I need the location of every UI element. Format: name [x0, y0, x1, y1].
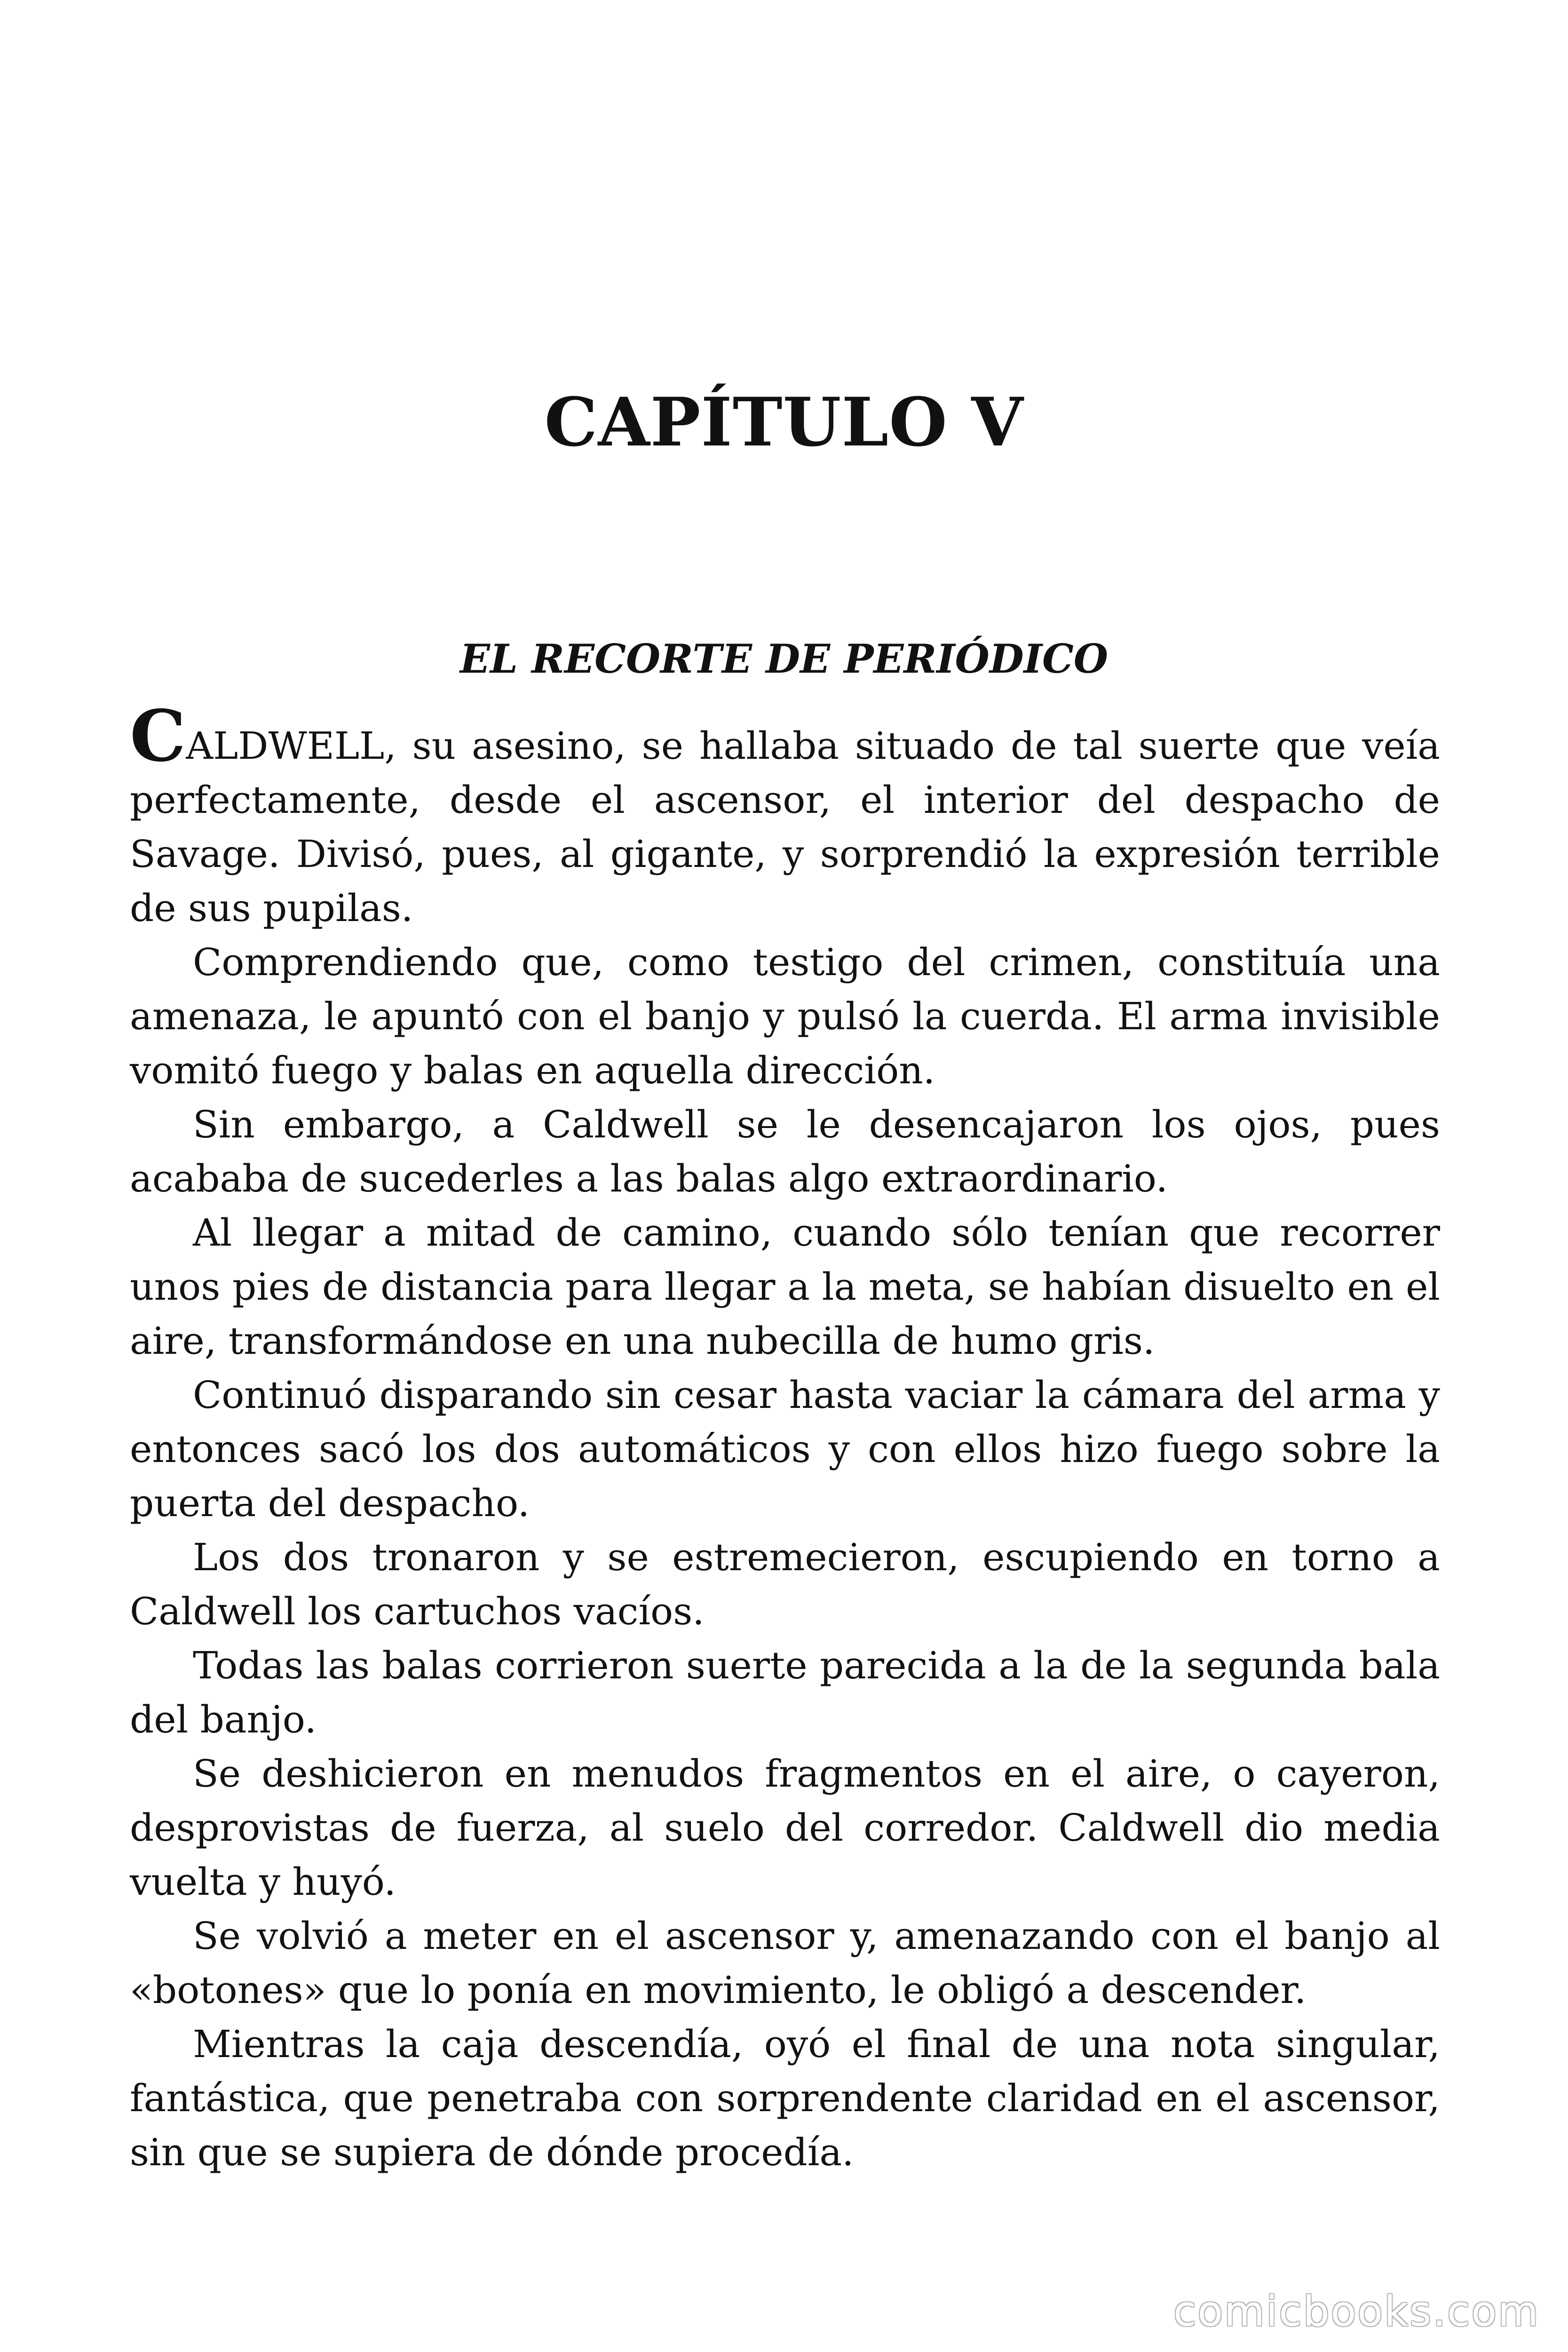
drop-cap: C [130, 695, 186, 778]
lead-word: ALDWELL [186, 724, 385, 768]
paragraph-10: Mientras la caja descendía, oyó el final de una nota singular, fantástica, que penetraba con sorprendente claridad en el ascensor, sin que se supiera de dónde procedía. [130, 2022, 1440, 2174]
watermark: comicbooks.com [1173, 2287, 1540, 2336]
paragraph-7: Todas las balas corrieron suerte parecida a la de la segunda bala del banjo. [130, 1644, 1440, 1741]
paragraph-4: Al llegar a mitad de camino, cuando sólo tenían que recorrer unos pies de distancia para llegar a la meta, se habían disuelto en el aire, transformándose en una nubecilla de humo gris. [130, 1211, 1440, 1363]
paragraph-2: Comprendiendo que, como testigo del crimen, constituía una amenaza, le apuntó con el banjo y pulsó la cuerda. El arma invisible vomitó fuego y balas en aquella dirección. [130, 940, 1440, 1092]
paragraph-9: Se volvió a meter en el ascensor y, amenazando con el banjo al «botones» que lo ponía en movimiento, le obligó a descender. [130, 1914, 1440, 2012]
paragraph-5: Continuó disparando sin cesar hasta vaciar la cámara del arma y entonces sacó los dos automáticos y con ellos hizo fuego sobre la puerta del despacho. [130, 1373, 1440, 1525]
chapter-body [130, 695, 1440, 2179]
paragraph-6: Los dos tronaron y se estremecieron, escupiendo en torno a Caldwell los cartuchos vacíos. [130, 1535, 1440, 1633]
paragraph-1-text: , su asesino, se hallaba situado de tal suerte que veía perfectamente, desde el ascensor, el interior del despacho de Savage. Divisó, pues, al gigante, y sorprendió la expresión terrible de sus pupilas. [130, 724, 1440, 930]
paragraph-3: Sin embargo, a Caldwell se le desencajaron los ojos, pues acababa de sucederles a las balas algo extraordinario. [130, 1103, 1440, 1200]
paragraph-1 [130, 695, 1440, 935]
paragraph-8: Se deshicieron en menudos fragmentos en el aire, o cayeron, desprovistas de fuerza, al suelo del corredor. Caldwell dio media vuelta y huyó. [130, 1752, 1440, 1904]
chapter-title: CAPÍTULO V [544, 383, 1024, 461]
section-title: EL RECORTE DE PERIÓDICO [459, 636, 1109, 682]
